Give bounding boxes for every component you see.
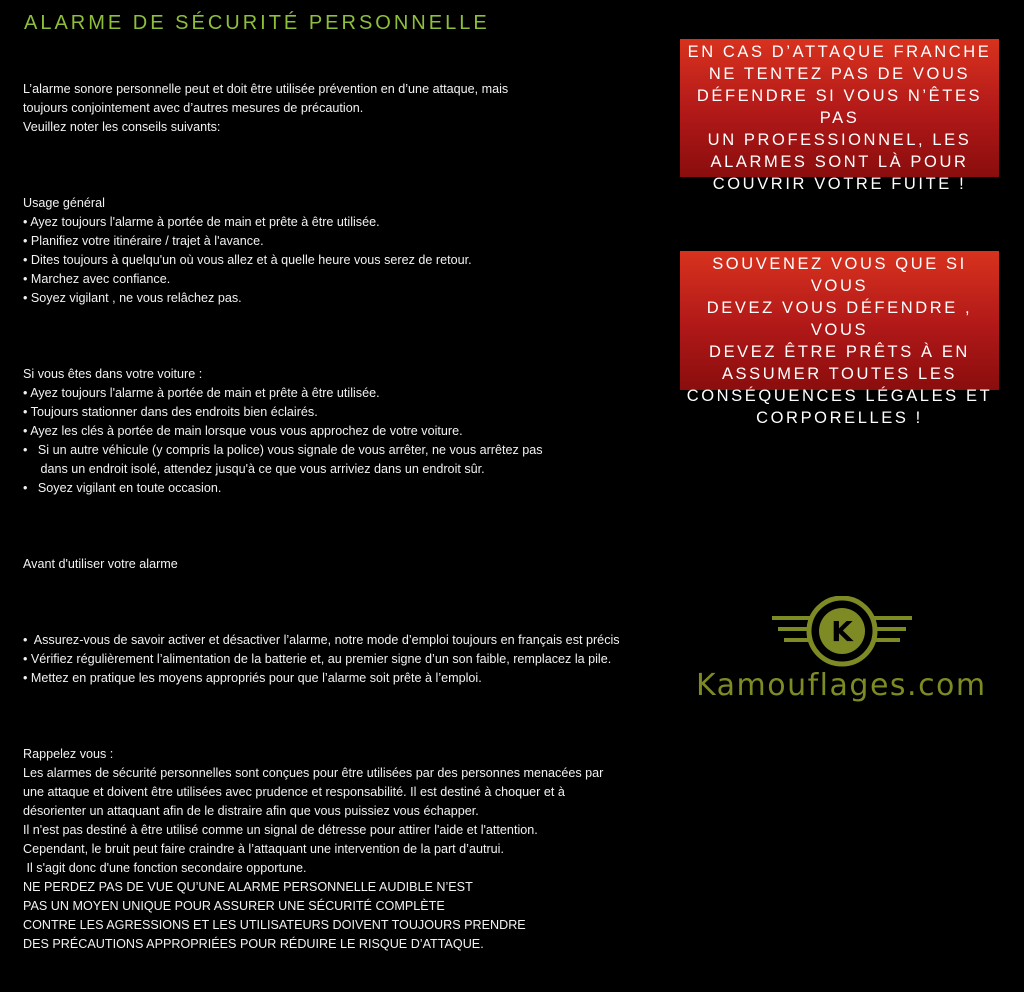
usage-line: • Soyez vigilant , ne vous relâchez pas. xyxy=(23,291,242,305)
page-title: ALARME DE SÉCURITÉ PERSONNELLE xyxy=(24,12,490,34)
warning1-line: DÉFENDRE SI VOUS N’ÊTES PAS xyxy=(696,87,983,127)
warning1-line: ALARMES SONT LÀ POUR xyxy=(710,153,969,171)
voiture-line: • Soyez vigilant en toute occasion. xyxy=(23,481,222,495)
intro-line: L’alarme sonore personnelle peut et doit être utilisée prévention en d’une attaque, mais xyxy=(23,82,509,96)
before-use-heading: Avant d'utiliser votre alarme xyxy=(23,557,178,571)
voiture-line: • Toujours stationner dans des endroits bien éclairés. xyxy=(23,405,318,419)
warning1-line: UN PROFESSIONNEL, LES xyxy=(707,131,972,149)
warning2-line: CONSÉQUENCES LÉGALES ET xyxy=(686,387,993,405)
rappel-line: Rappelez vous : xyxy=(23,747,114,761)
logo-emblem-icon xyxy=(772,596,912,668)
warning1-line: EN CAS D’ATTAQUE FRANCHE xyxy=(687,43,992,61)
logo-text: Kamouflages.com xyxy=(696,668,987,703)
warning2-line: DEVEZ ÊTRE PRÊTS À EN xyxy=(709,343,970,361)
usage-section xyxy=(23,194,703,308)
intro-line: toujours conjointement avec d’autres mesures de précaution. xyxy=(23,101,364,115)
voiture-line: • Ayez les clés à portée de main lorsque vous vous approchez de votre voiture. xyxy=(23,424,463,438)
voiture-line: Si vous êtes dans votre voiture : xyxy=(23,367,203,381)
usage-line: • Planifiez votre itinéraire / trajet à l'avance. xyxy=(23,234,264,248)
intro-paragraph xyxy=(23,80,703,137)
rappel-line: une attaque et doivent être utilisées avec prudence et responsabilité. Il est destiné à choquer et à xyxy=(23,785,565,799)
warning2-line: SOUVENEZ VOUS QUE SI VOUS xyxy=(712,255,967,295)
rappel-line: désorienter un attaquant afin de le distraire afin que vous puissiez vous échapper. xyxy=(23,804,479,818)
avant-line: • Assurez-vous de savoir activer et désactiver l’alarme, notre mode d’emploi toujours en français est précis xyxy=(23,633,620,647)
warning2-line: ASSUMER TOUTES LES xyxy=(721,365,958,383)
warning1-line: COUVRIR VOTRE FUITE ! xyxy=(712,175,967,193)
warning-box-legal xyxy=(680,251,999,427)
reminder-section xyxy=(23,745,703,954)
warning2-line: CORPORELLES ! xyxy=(756,409,923,427)
intro-line: Veuillez noter les conseils suivants: xyxy=(23,120,221,134)
voiture-line: • Si un autre véhicule (y compris la police) vous signale de vous arrêter, ne vous arrêtez pas xyxy=(23,443,543,457)
logo-letter: K xyxy=(831,615,853,648)
usage-line: Usage général xyxy=(23,196,105,210)
warning-box-attack xyxy=(680,39,999,193)
before-use-section xyxy=(23,631,703,688)
car-section xyxy=(23,365,703,498)
voiture-line: • Ayez toujours l'alarme à portée de main et prête à être utilisée. xyxy=(23,386,380,400)
voiture-line: dans un endroit isolé, attendez jusqu'à ce que vous arriviez dans un endroit sûr. xyxy=(23,462,485,476)
rappel-line: NE PERDEZ PAS DE VUE QU’UNE ALARME PERSONNELLE AUDIBLE N’EST xyxy=(23,880,473,894)
warning2-line: DEVEZ VOUS DÉFENDRE , VOUS xyxy=(706,299,973,339)
usage-line: • Ayez toujours l'alarme à portée de main et prête à être utilisée. xyxy=(23,215,380,229)
rappel-line: Il n'est pas destiné à être utilisé comme un signal de détresse pour attirer l'aide et l'attention. xyxy=(23,823,538,837)
rappel-line: DES PRÉCAUTIONS APPROPRIÉES POUR RÉDUIRE LE RISQUE D’ATTAQUE. xyxy=(23,937,484,951)
rappel-line: Il s'agit donc d'une fonction secondaire opportune. xyxy=(23,861,307,875)
rappel-line: CONTRE LES AGRESSIONS ET LES UTILISATEURS DOIVENT TOUJOURS PRENDRE xyxy=(23,918,526,932)
rappel-line: Les alarmes de sécurité personnelles sont conçues pour être utilisées par des personnes menacées par xyxy=(23,766,604,780)
warning1-line: NE TENTEZ PAS DE VOUS xyxy=(708,65,971,83)
usage-line: • Marchez avec confiance. xyxy=(23,272,171,286)
main-text xyxy=(23,42,703,992)
avant-line: • Vérifiez régulièrement l’alimentation de la batterie et, au premier signe d’un son faible, remplacez la pile. xyxy=(23,652,612,666)
usage-line: • Dites toujours à quelqu'un où vous allez et à quelle heure vous serez de retour. xyxy=(23,253,472,267)
brand-logo xyxy=(690,596,990,708)
avant-line: • Mettez en pratique les moyens appropriés pour que l’alarme soit prête à l’emploi. xyxy=(23,671,482,685)
rappel-line: Cependant, le bruit peut faire craindre à l’attaquant une intervention de la part d’autrui. xyxy=(23,842,504,856)
rappel-line: PAS UN MOYEN UNIQUE POUR ASSURER UNE SÉCURITÉ COMPLÈTE xyxy=(23,899,445,913)
